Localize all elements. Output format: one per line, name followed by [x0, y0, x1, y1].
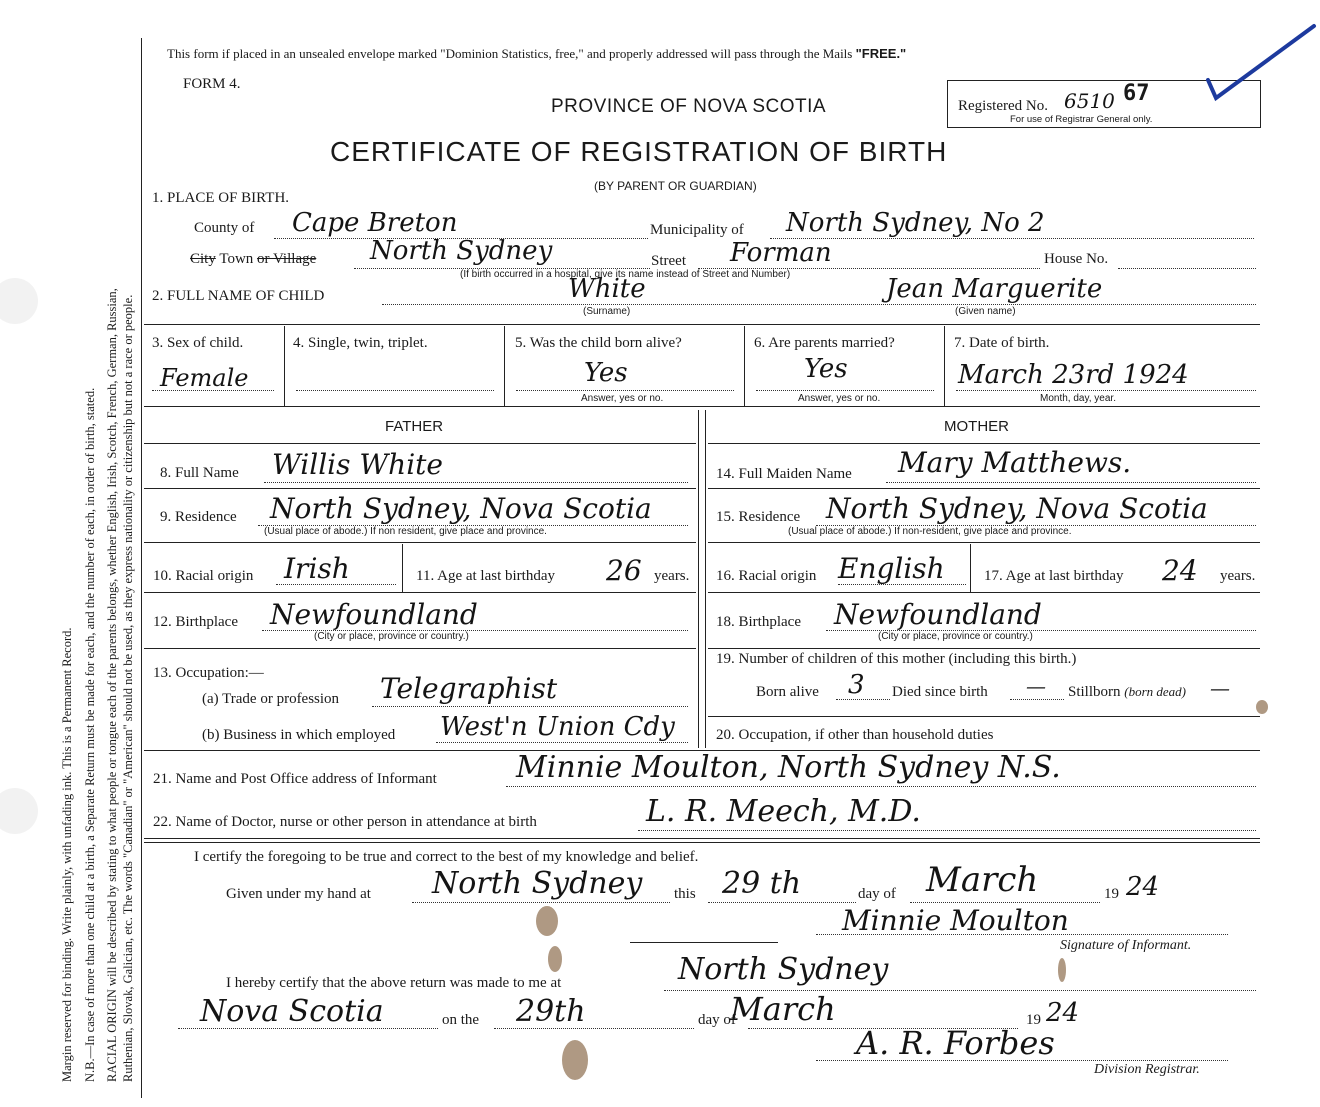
child-name-label: 2. FULL NAME OF CHILD — [152, 288, 325, 304]
child-given-value: Jean Marguerite — [886, 274, 1103, 304]
registrar-statement: I hereby certify that the above return was made to me at — [226, 975, 562, 991]
registrar-year-value: 24 — [1046, 998, 1080, 1028]
county-label: County of — [194, 220, 255, 236]
informant-value: Minnie Moulton, North Sydney N.S. — [516, 750, 1061, 785]
ink-stain — [1256, 700, 1268, 714]
municipality-line — [770, 238, 1254, 239]
day-of-label: day of — [858, 886, 896, 902]
town-type-label — [190, 251, 316, 268]
registrar-signature: A. R. Forbes — [856, 1024, 1055, 1062]
registrar-note: For use of Registrar General only. — [1010, 114, 1153, 125]
mother-birthplace-label: 18. Birthplace — [716, 614, 801, 630]
day-line — [708, 902, 856, 903]
father-rule-4 — [144, 648, 696, 649]
day-value: 29 th — [722, 866, 802, 901]
dob-value: March 23rd 1924 — [958, 360, 1189, 390]
municipality-label: Municipality of — [650, 222, 744, 238]
city-label: City — [190, 251, 216, 267]
hospital-note: (If birth occurred in a hospital, give its name instead of Street and Number) — [460, 269, 791, 280]
registrar-year-prefix: 19 — [1026, 1012, 1041, 1028]
father-residence-value: North Sydney, Nova Scotia — [270, 492, 652, 525]
parent-divider-a — [698, 410, 699, 748]
certificate-subtitle: (BY PARENT OR GUARDIAN) — [594, 179, 757, 193]
mother-birthplace-caption: (City or place, province or country.) — [878, 631, 1033, 642]
margin-note-3: RACIAL ORIGIN will be described by stating to what people or tongue each of the parents belongs, whether English, Irish, Scotch, French, German, Russian, — [105, 288, 119, 1082]
father-trade-line — [372, 706, 688, 707]
parent-divider-b — [705, 410, 706, 748]
father-residence-caption: (Usual place of abode.) If non resident, give place and province. — [264, 526, 547, 537]
father-trade-label: (a) Trade or profession — [202, 691, 340, 707]
married-caption: Answer, yes or no. — [798, 393, 881, 404]
born-alive-label: 5. Was the child born alive? — [515, 335, 682, 351]
born-alive-count-value: 3 — [848, 670, 865, 700]
mother-age-value: 24 — [1162, 554, 1198, 587]
born-alive-line — [516, 390, 734, 391]
mother-children-label: 19. Number of children of this mother (including this birth.) — [716, 651, 1077, 667]
given-place-line — [412, 902, 670, 903]
cell-divider-2 — [504, 326, 505, 406]
place-heading: 1. PLACE OF BIRTH. — [152, 190, 290, 206]
mother-rule-5 — [708, 716, 1260, 717]
given-place-value: North Sydney — [432, 866, 643, 901]
registered-extra: 67 — [1123, 81, 1150, 106]
house-line — [1118, 268, 1256, 269]
father-name-line — [264, 482, 688, 483]
father-birthplace-label: 12. Birthplace — [153, 614, 238, 630]
ink-stain — [1058, 958, 1066, 982]
section-rule-3 — [144, 842, 1260, 843]
father-business-value: West'n Union Cdy — [440, 712, 675, 742]
surname-caption: (Surname) — [583, 306, 631, 317]
certify-statement: I certify the foregoing to be true and correct to the best of my knowledge and belief. — [194, 849, 699, 865]
row-rule-bottom — [144, 406, 1260, 407]
father-racial-label: 10. Racial origin — [153, 568, 254, 584]
mother-racial-label: 16. Racial origin — [716, 568, 817, 584]
father-heading: FATHER — [385, 418, 444, 435]
sex-line — [152, 390, 274, 391]
mother-racial-divider — [970, 544, 971, 592]
registrar-place-a: North Sydney — [678, 952, 889, 987]
ink-stain — [562, 1040, 588, 1080]
cell-divider-1 — [284, 326, 285, 406]
registrar-day-value: 29th — [516, 994, 586, 1029]
single-twin-line — [296, 390, 494, 391]
registrar-caption: Division Registrar. — [1094, 1062, 1200, 1077]
dob-caption: Month, day, year. — [1040, 393, 1116, 404]
father-racial-value: Irish — [284, 552, 350, 585]
section-rule-2 — [144, 838, 1260, 839]
father-business-label: (b) Business in which employed — [202, 727, 396, 743]
married-line — [756, 390, 934, 391]
month-value: March — [926, 860, 1039, 900]
stillborn-value: — — [1210, 676, 1230, 700]
street-label: Street — [651, 253, 686, 269]
registered-number: 6510 — [1064, 89, 1115, 113]
cell-divider-3 — [744, 326, 745, 406]
father-birthplace-value: Newfoundland — [270, 598, 478, 631]
registrar-place-b: Nova Scotia — [200, 994, 384, 1029]
form-number: FORM 4. — [183, 76, 241, 92]
born-alive-caption: Answer, yes or no. — [581, 393, 664, 404]
dob-line — [956, 390, 1256, 391]
father-years-label: years. — [654, 568, 690, 584]
child-name-line — [382, 304, 1256, 305]
married-value: Yes — [804, 354, 848, 384]
mother-residence-caption: (Usual place of abode.) If non-resident, give place and province. — [788, 526, 1072, 537]
mother-name-label: 14. Full Maiden Name — [716, 466, 852, 482]
born-alive-count-label: Born alive — [756, 684, 819, 700]
mother-years-label: years. — [1220, 568, 1256, 584]
informant-signature-caption: Signature of Informant. — [1060, 938, 1192, 953]
informant-signature: Minnie Moulton — [842, 904, 1069, 937]
mother-birthplace-value: Newfoundland — [834, 598, 1042, 631]
center-rule — [630, 942, 778, 943]
binding-hole-bottom — [0, 788, 38, 834]
born-alive-value: Yes — [584, 358, 628, 388]
father-business-line — [436, 742, 688, 743]
father-residence-label: 9. Residence — [160, 509, 237, 525]
year-prefix: 19 — [1104, 886, 1119, 902]
single-twin-label: 4. Single, twin, triplet. — [293, 335, 428, 351]
province-title: PROVINCE OF NOVA SCOTIA — [551, 96, 827, 117]
father-trade-value: Telegraphist — [380, 672, 558, 705]
municipality-value: North Sydney, No 2 — [786, 208, 1045, 238]
street-line — [698, 268, 1040, 269]
father-rule-3 — [144, 592, 696, 593]
doctor-label: 22. Name of Doctor, nurse or other person in attendance at birth — [153, 814, 537, 830]
row-rule-top — [144, 324, 1260, 325]
ink-stain — [548, 946, 562, 972]
mother-occupation-label: 20. Occupation, if other than household duties — [716, 727, 994, 743]
mother-racial-value: English — [838, 552, 945, 585]
doctor-line — [638, 830, 1256, 831]
certificate-title: CERTIFICATE OF REGISTRATION OF BIRTH — [330, 136, 948, 167]
cell-divider-4 — [944, 326, 945, 406]
mother-age-label: 17. Age at last birthday — [984, 568, 1124, 584]
father-racial-divider — [402, 544, 403, 592]
margin-note-1: Margin reserved for binding. Write plainly, with unfading ink. This is a Permanent Record. — [60, 627, 74, 1082]
father-occupation-label: 13. Occupation:— — [153, 665, 264, 681]
died-value: — — [1026, 674, 1046, 698]
given-caption: (Given name) — [955, 306, 1016, 317]
registrar-day-of-label: day of — [698, 1012, 736, 1028]
village-label: or Village — [257, 251, 317, 267]
father-age-value: 26 — [606, 554, 642, 587]
mail-note — [167, 46, 906, 62]
mother-residence-value: North Sydney, Nova Scotia — [826, 492, 1208, 525]
margin-note-4: Ruthenian, Slovak, Galician, etc. The words "Canadian" or "American" should not be used, as they express nationality or citizenship but not a race or people. — [121, 294, 135, 1082]
ink-stain — [536, 906, 558, 936]
street-value: Forman — [730, 238, 832, 268]
margin-rule — [141, 38, 142, 1098]
mother-rule-4 — [708, 648, 1260, 649]
informant-line — [506, 786, 1256, 787]
this-label: this — [674, 886, 696, 902]
dob-label: 7. Date of birth. — [954, 335, 1050, 351]
stillborn-text: Stillborn — [1068, 684, 1121, 700]
father-rule-1 — [144, 488, 696, 489]
informant-label: 21. Name and Post Office address of Informant — [153, 771, 437, 787]
mother-name-line — [886, 482, 1256, 483]
mother-rule-3 — [708, 592, 1260, 593]
child-surname-value: White — [568, 274, 646, 304]
mother-rule-2 — [708, 542, 1260, 543]
mother-rule-0 — [708, 443, 1260, 444]
father-rule-0 — [144, 443, 696, 444]
county-value: Cape Breton — [292, 208, 458, 238]
died-line — [1010, 699, 1064, 700]
married-label: 6. Are parents married? — [754, 335, 895, 351]
father-rule-2 — [144, 542, 696, 543]
year-value: 24 — [1126, 872, 1160, 902]
house-label: House No. — [1044, 251, 1109, 267]
registrar-on-label: on the — [442, 1012, 480, 1028]
father-age-label: 11. Age at last birthday — [416, 568, 555, 584]
mother-heading: MOTHER — [944, 418, 1009, 435]
town-label: Town — [219, 251, 254, 267]
month-line — [910, 902, 1100, 903]
mother-residence-label: 15. Residence — [716, 509, 801, 525]
died-label: Died since birth — [892, 684, 988, 700]
mother-rule-1 — [708, 488, 1260, 489]
binding-hole-top — [0, 278, 38, 324]
stillborn-label — [1068, 684, 1186, 701]
doctor-value: L. R. Meech, M.D. — [646, 794, 921, 829]
father-name-value: Willis White — [272, 448, 443, 481]
mail-note-text: This form if placed in an unsealed envelope marked "Dominion Statistics, free," and properly addressed will pass through the Mails — [167, 46, 856, 61]
stillborn-note: (born dead) — [1124, 684, 1187, 699]
margin-note-2: N.B.—In case of more than one child at a birth, a Separate Return must be made for each, and the number of each, in order of birth, stated. — [83, 387, 97, 1082]
checkmark-icon — [1200, 18, 1320, 108]
sex-label: 3. Sex of child. — [152, 335, 244, 351]
father-name-label: 8. Full Name — [160, 465, 239, 481]
registered-label: Registered No. — [958, 98, 1048, 114]
father-birthplace-caption: (City or place, province or country.) — [314, 631, 469, 642]
given-under-label: Given under my hand at — [226, 886, 371, 902]
town-value: North Sydney — [370, 236, 553, 266]
mother-name-value: Mary Matthews. — [898, 446, 1132, 479]
registrar-month-value: March — [730, 990, 836, 1028]
mail-note-free: "FREE." — [855, 46, 907, 61]
sex-value: Female — [160, 364, 249, 392]
